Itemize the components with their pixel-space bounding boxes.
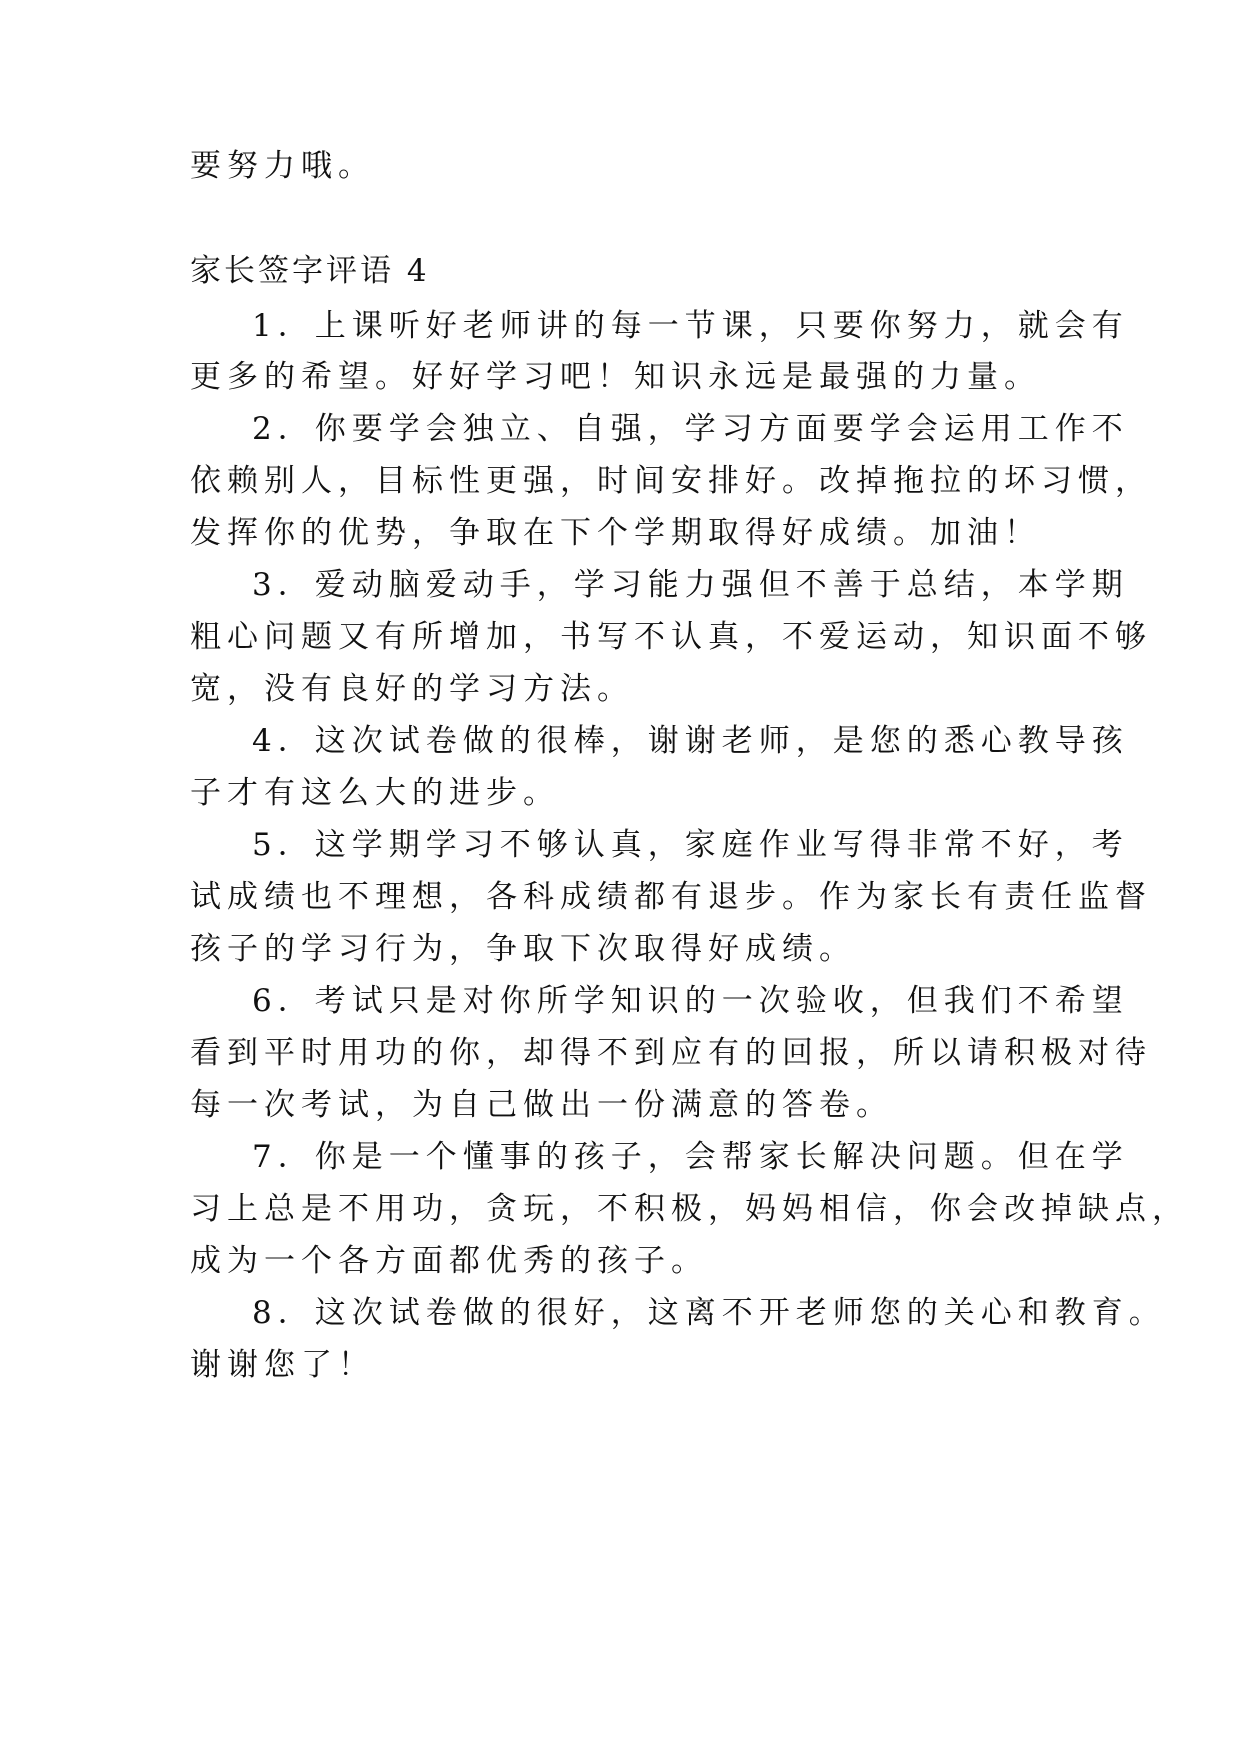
paragraph-3-line-1: 3．爱动脑爱动手，学习能力强但不善于总结，本学期	[252, 567, 1129, 603]
paragraph-7-line-2: 习上总是不用功，贪玩，不积极，妈妈相信，你会改掉缺点，	[190, 1191, 1189, 1227]
paragraph-2-line-2: 依赖别人，目标性更强，时间安排好。改掉拖拉的坏习惯，	[190, 463, 1152, 499]
paragraph-6-line-2: 看到平时用功的你，却得不到应有的回报，所以请积极对待	[190, 1035, 1152, 1071]
paragraph-5-line-3: 孩子的学习行为，争取下次取得好成绩。	[190, 931, 856, 967]
paragraph-2-line-3: 发挥你的优势，争取在下个学期取得好成绩。加油！	[190, 515, 1041, 551]
paragraph-8-line-2: 谢谢您了！	[190, 1347, 375, 1383]
paragraph-4-line-1: 4．这次试卷做的很棒，谢谢老师，是您的悉心教导孩	[252, 723, 1129, 759]
paragraph-2-line-1: 2．你要学会独立、自强，学习方面要学会运用工作不	[252, 411, 1129, 447]
paragraph-3-line-3: 宽，没有良好的学习方法。	[190, 671, 634, 707]
paragraph-1-line-1: 1．上课听好老师讲的每一节课，只要你努力，就会有	[252, 308, 1129, 344]
paragraph-7-line-1: 7．你是一个懂事的孩子，会帮家长解决问题。但在学	[252, 1139, 1129, 1175]
paragraph-7-line-3: 成为一个各方面都优秀的孩子。	[190, 1243, 708, 1279]
paragraph-6-line-3: 每一次考试，为自己做出一份满意的答卷。	[190, 1087, 893, 1123]
paragraph-4-line-2: 子才有这么大的进步。	[190, 775, 560, 811]
paragraph-5-line-1: 5．这学期学习不够认真，家庭作业写得非常不好，考	[252, 827, 1129, 863]
paragraph-1-line-2: 更多的希望。好好学习吧！知识永远是最强的力量。	[190, 359, 1041, 395]
section-heading: 家长签字评语 4	[190, 253, 430, 289]
paragraph-8-line-1: 8．这次试卷做的很好，这离不开老师您的关心和教育。	[252, 1295, 1166, 1331]
paragraph-3-line-2: 粗心问题又有所增加，书写不认真，不爱运动，知识面不够	[190, 619, 1152, 655]
paragraph-6-line-1: 6．考试只是对你所学知识的一次验收，但我们不希望	[252, 983, 1129, 1019]
paragraph-5-line-2: 试成绩也不理想，各科成绩都有退步。作为家长有责任监督	[190, 879, 1152, 915]
continuation-text: 要努力哦。	[190, 148, 375, 184]
